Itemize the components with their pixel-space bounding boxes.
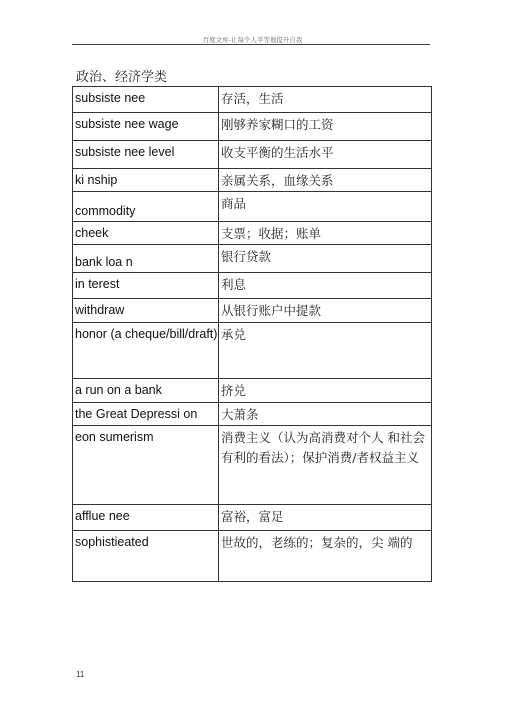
term-cell: eon sumerism xyxy=(73,426,219,505)
definition-cell: 消费主义（认为高消费对个人 和社会有利的看法）；保护消费/者权益主义 xyxy=(219,426,432,505)
table-row xyxy=(73,222,432,245)
term-cell: honor (a cheque/bill/draft) xyxy=(73,323,219,379)
term-cell: ki nship xyxy=(73,169,219,192)
term-cell: sophistieated xyxy=(73,531,219,582)
definition-cell: 利息 xyxy=(219,273,432,299)
table-row xyxy=(73,273,432,299)
term-cell: subsiste nee wage xyxy=(73,113,219,141)
term-cell: bank loa n xyxy=(73,245,219,273)
definition-cell: 大萧条 xyxy=(219,403,432,426)
table-row xyxy=(73,323,432,379)
definition-cell: 从银行账户中提款 xyxy=(219,299,432,323)
definition-cell: 富裕，富足 xyxy=(219,505,432,531)
table-row xyxy=(73,141,432,169)
term-cell: commodity xyxy=(73,192,219,222)
term-cell: subsiste nee level xyxy=(73,141,219,169)
term-cell: withdraw xyxy=(73,299,219,323)
page-number: 11 xyxy=(76,670,85,679)
table-row xyxy=(73,505,432,531)
definition-cell: 承兑 xyxy=(219,323,432,379)
table-row xyxy=(73,113,432,141)
definition-cell: 存活，生活 xyxy=(219,87,432,113)
definition-cell: 亲属关系，血缘关系 xyxy=(219,169,432,192)
definition-cell: 挤兑 xyxy=(219,379,432,403)
table-row xyxy=(73,169,432,192)
term-cell: the Great Depressi on xyxy=(73,403,219,426)
definition-cell: 支票；收据；账单 xyxy=(219,222,432,245)
definition-cell: 银行贷款 xyxy=(219,245,432,273)
term-cell: cheek xyxy=(73,222,219,245)
table-row xyxy=(73,245,432,273)
definition-cell: 刚够养家糊口的工资 xyxy=(219,113,432,141)
table-row xyxy=(73,87,432,113)
table-row xyxy=(73,379,432,403)
vocabulary-table xyxy=(72,86,432,582)
header-text: 百度文库-让每个人平等地提升自我 xyxy=(202,36,303,44)
definition-cell: 商品 xyxy=(219,192,432,222)
table-row xyxy=(73,192,432,222)
header-divider xyxy=(72,44,430,45)
definition-cell: 世故的，老练的；复杂的，尖 端的 xyxy=(219,531,432,582)
term-cell: subsiste nee xyxy=(73,87,219,113)
term-cell: a run on a bank xyxy=(73,379,219,403)
section-title: 政治、经济学类 xyxy=(76,70,168,85)
table-row xyxy=(73,299,432,323)
table-row xyxy=(73,426,432,505)
table-row xyxy=(73,403,432,426)
term-cell: in terest xyxy=(73,273,219,299)
definition-cell: 收支平衡的生活水平 xyxy=(219,141,432,169)
table-row xyxy=(73,531,432,582)
term-cell: afflue nee xyxy=(73,505,219,531)
